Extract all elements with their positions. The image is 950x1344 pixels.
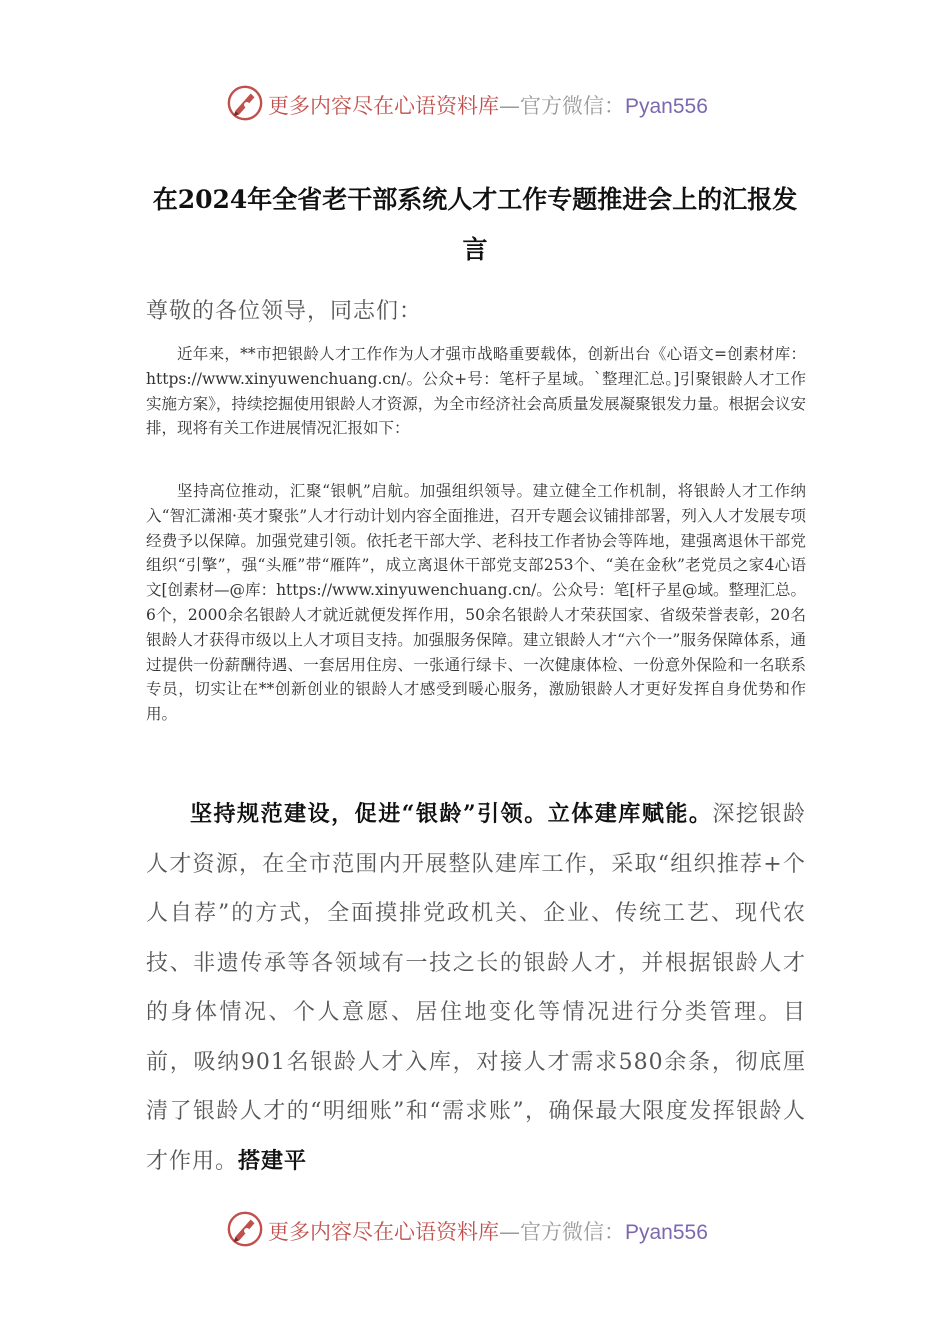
paragraph-tail-heading: 搭建平 bbox=[238, 1147, 308, 1174]
paragraph-body: 深挖银龄人才资源，在全市范围内开展整队建库工作，采取“组织推荐+个人自荐”的方式，全面摸排党政机关、企业、传统工艺、现代农技、非遗传承等各领域有一技之长的银龄人才，并根据银龄人才的身体情况、个人意愿、居住地变化等情况进行分类管理。目前，吸纳901名银龄人才入库，对接人才需求580余条，彻底厘清了银龄人才的“明细账”和“需求账”，确保最大限度发挥银龄人才作用。 bbox=[146, 802, 806, 1174]
document-title-line2: 言 bbox=[462, 235, 488, 264]
banner-wechat-label: —官方微信： bbox=[499, 1220, 625, 1244]
banner-site-name: 更多内容尽在心语资料库 bbox=[268, 94, 499, 118]
pen-logo-icon bbox=[226, 84, 264, 122]
banner-site-name: 更多内容尽在心语资料库 bbox=[268, 1220, 499, 1244]
paragraph-standard-construction bbox=[146, 790, 806, 1186]
pen-logo-icon bbox=[226, 1210, 264, 1248]
paragraph-lead-heading: 坚持规范建设，促进“银龄”引领。立体建库赋能。 bbox=[190, 801, 713, 827]
header-banner bbox=[0, 82, 950, 126]
footer-banner bbox=[0, 1208, 950, 1252]
document-title-line1: 在2024年全省老干部系统人才工作专题推进会上的汇报发 bbox=[152, 185, 798, 214]
paragraph-high-level-promotion: 坚持高位推动，汇聚“银帆”启航。加强组织领导。建立健全工作机制，将银龄人才工作纳入“智汇潇湘·英才聚张”人才行动计划内容全面推进，召开专题会议铺排部署，列入人才发展专项经费予以保障。加强党建引领。依托老干部大学、老科技工作者协会等阵地，建强离退休干部党组织“引擎”，强“头雁”带“雁阵”，成立离退休干部党支部253个、“美在金秋”老党员之家4心语文[创素材—@库：https://www.xinyuwenchuang.cn/。公众号：笔[杆子星@域。整理汇总。6个，2000余名银龄人才就近就便发挥作用，50余名银龄人才荣获国家、省级荣誉表彰，20名银龄人才获得市级以上人才项目支持。加强服务保障。建立银龄人才“六个一”服务保障体系，通过提供一份薪酬待遇、一套居用住房、一张通行绿卡、一次健康体检、一份意外保险和一名联系专员，切实让在**创新创业的银龄人才感受到暖心服务，激励银龄人才更好发挥自身优势和作用。 bbox=[146, 482, 806, 724]
salutation: 尊敬的各位领导，同志们： bbox=[146, 299, 423, 324]
paragraph-intro: 近年来，**市把银龄人才工作作为人才强市战略重要载体，创新出台《心语文=创素材库：https://www.xinyuwenchuang.cn/。公众+号：笔杆子星域。`整理汇总。]引聚银龄人才工作实施方案》，持续挖掘使用银龄人才资源，为全市经济社会高质量发展凝聚银发力量。根据会议安排，现将有关工作进展情况汇报如下： bbox=[146, 345, 806, 438]
banner-text bbox=[268, 90, 708, 120]
banner-wechat-id: Pyan556 bbox=[625, 95, 708, 118]
banner-wechat-id: Pyan556 bbox=[625, 1221, 708, 1244]
banner-text bbox=[268, 1216, 708, 1246]
banner-wechat-label: —官方微信： bbox=[499, 94, 625, 118]
